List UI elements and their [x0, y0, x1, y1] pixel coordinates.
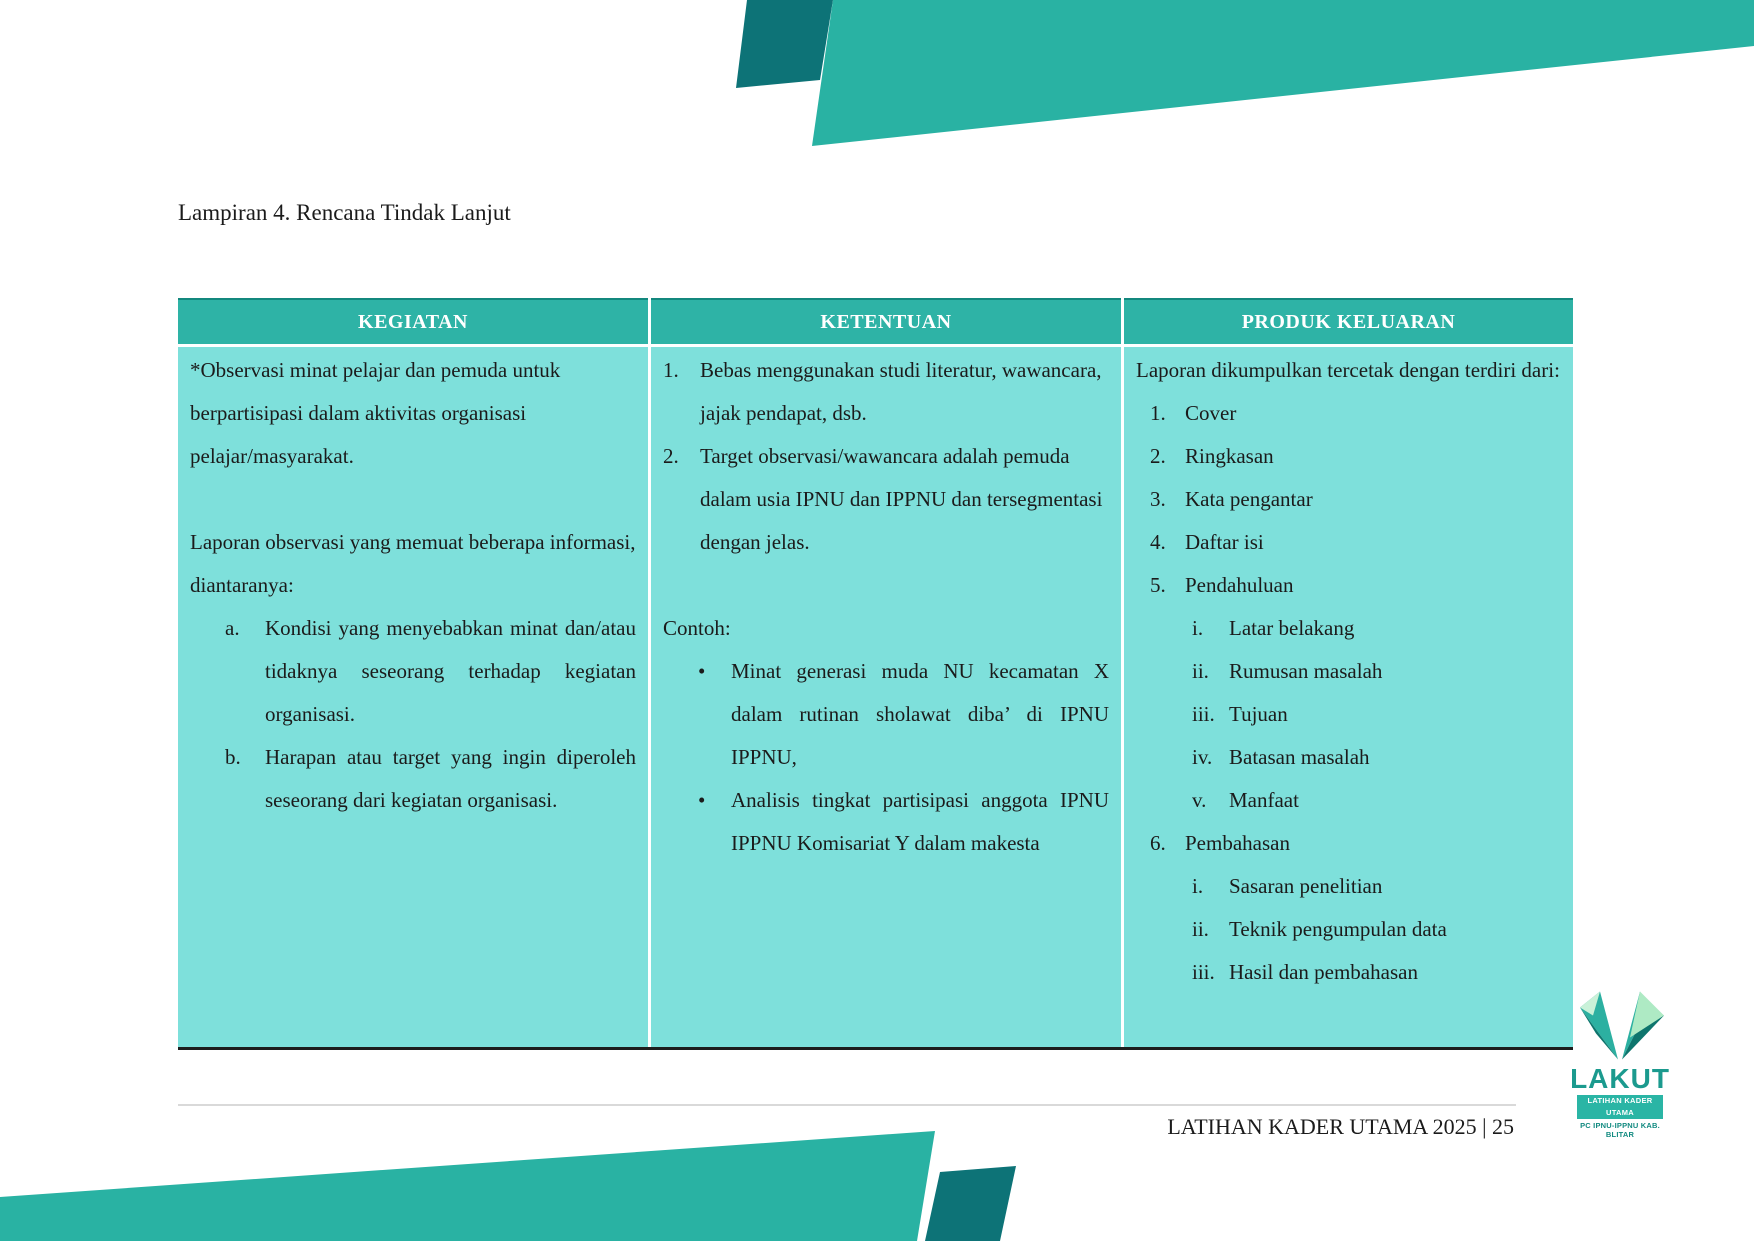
cell-ketentuan — [651, 347, 1121, 1047]
bullet-item — [698, 650, 1109, 779]
sublist-item — [1192, 951, 1561, 994]
list-text: Kondisi yang menyebabkan minat dan/atau tidaknya seseorang terhadap kegiatan organisasi. — [265, 616, 636, 726]
list-text: Ringkasan — [1185, 444, 1274, 468]
sublist-text: Teknik pengumpulan data — [1229, 917, 1447, 941]
list-text: Daftar isi — [1185, 530, 1264, 554]
lakut-logo-word: LAKUT — [1570, 1063, 1670, 1094]
list-marker: 2. — [663, 444, 679, 468]
footer-page-label: LATIHAN KADER UTAMA 2025 | 25 — [1167, 1114, 1514, 1139]
sublist-text: Sasaran penelitian — [1229, 874, 1383, 898]
sublist-item — [1192, 865, 1561, 908]
list-item — [1150, 564, 1561, 607]
sublist-text: Batasan masalah — [1229, 745, 1370, 769]
list-item — [1150, 435, 1561, 478]
list-marker: 5. — [1150, 573, 1166, 597]
list-item — [663, 349, 1109, 435]
column-header-ketentuan: KETENTUAN — [651, 298, 1121, 344]
lakut-logo — [1570, 988, 1670, 1139]
bullet-marker: • — [698, 788, 706, 812]
list-text: Bebas menggunakan studi literatur, wawancara, jajak pendapat, dsb. — [700, 358, 1102, 425]
list-marker: b. — [225, 745, 241, 769]
sublist-item — [1192, 693, 1561, 736]
kegiatan-observasi-paragraph: *Observasi minat pelajar dan pemuda untuk berpartisipasi dalam aktivitas organisasi pelajar/masyarakat. — [190, 358, 561, 468]
list-item — [225, 736, 636, 822]
list-item — [1150, 521, 1561, 564]
column-header-kegiatan: KEGIATAN — [178, 298, 648, 344]
list-marker: 1. — [1150, 401, 1166, 425]
list-item — [1150, 478, 1561, 521]
list-marker: 3. — [1150, 487, 1166, 511]
bottom-dark-ribbon — [925, 1166, 1016, 1241]
sublist-text: Tujuan — [1229, 702, 1288, 726]
lakut-logo-mark-icon — [1574, 988, 1666, 1066]
bullet-item — [698, 779, 1109, 865]
kegiatan-laporan-paragraph: Laporan observasi yang memuat beberapa informasi, diantaranya: — [190, 530, 636, 597]
sublist-item — [1192, 650, 1561, 693]
bullet-text: Minat generasi muda NU kecamatan X dalam rutinan sholawat diba’ di IPNU IPPNU, — [731, 659, 1109, 769]
sublist-marker: iv. — [1192, 745, 1213, 769]
list-text: Harapan atau target yang ingin diperoleh seseorang dari kegiatan organisasi. — [265, 745, 636, 812]
sublist-marker: i. — [1192, 874, 1204, 898]
list-item — [1150, 392, 1561, 435]
list-text: Pendahuluan — [1185, 573, 1294, 597]
list-text: Pembahasan — [1185, 831, 1290, 855]
list-text: Cover — [1185, 401, 1237, 425]
bottom-teal-ribbon — [0, 1131, 935, 1241]
list-marker: 2. — [1150, 444, 1166, 468]
sublist-item — [1192, 736, 1561, 779]
top-teal-ribbon — [812, 0, 1754, 146]
sublist-marker: iii. — [1192, 702, 1215, 726]
sublist-text: Rumusan masalah — [1229, 659, 1383, 683]
sublist-item — [1192, 779, 1561, 822]
sublist-item — [1192, 908, 1561, 951]
sublist-text: Hasil dan pembahasan — [1229, 960, 1418, 984]
top-dark-ribbon — [736, 0, 833, 88]
lakut-logo-org: PC IPNU-IPPNU KAB. BLITAR — [1580, 1121, 1660, 1139]
sublist-marker: iii. — [1192, 960, 1215, 984]
blank-line — [190, 478, 636, 521]
column-header-produk-keluaran: PRODUK KELUARAN — [1124, 298, 1573, 344]
list-item — [663, 435, 1109, 564]
sublist-text: Latar belakang — [1229, 616, 1355, 640]
sublist-marker: ii. — [1192, 659, 1209, 683]
sublist-marker: v. — [1192, 788, 1207, 812]
list-item — [225, 607, 636, 736]
contoh-label: Contoh: — [663, 616, 731, 640]
sublist-item — [1192, 607, 1561, 650]
produk-intro: Laporan dikumpulkan tercetak dengan terdiri dari: — [1136, 358, 1560, 382]
footer-divider — [178, 1104, 1516, 1106]
list-marker: 1. — [663, 358, 679, 382]
cell-kegiatan — [178, 347, 648, 1047]
list-text: Kata pengantar — [1185, 487, 1313, 511]
page-title: Lampiran 4. Rencana Tindak Lanjut — [178, 200, 511, 225]
bullet-marker: • — [698, 659, 706, 683]
lakut-logo-band: LATIHAN KADER UTAMA — [1577, 1095, 1663, 1119]
sublist-marker: ii. — [1192, 917, 1209, 941]
sublist-text: Manfaat — [1229, 788, 1299, 812]
rencana-tindak-lanjut-table — [178, 298, 1573, 1050]
list-text: Target observasi/wawancara adalah pemuda dalam usia IPNU dan IPPNU dan tersegmentasi dengan jelas. — [700, 444, 1103, 554]
bullet-text: Analisis tingkat partisipasi anggota IPNU IPPNU Komisariat Y dalam makesta — [731, 788, 1109, 855]
list-item — [1150, 822, 1561, 865]
cell-produk-keluaran — [1124, 347, 1573, 1047]
list-marker: 6. — [1150, 831, 1166, 855]
sublist-marker: i. — [1192, 616, 1204, 640]
blank-line — [663, 564, 1109, 607]
list-marker: 4. — [1150, 530, 1166, 554]
list-marker: a. — [225, 616, 240, 640]
